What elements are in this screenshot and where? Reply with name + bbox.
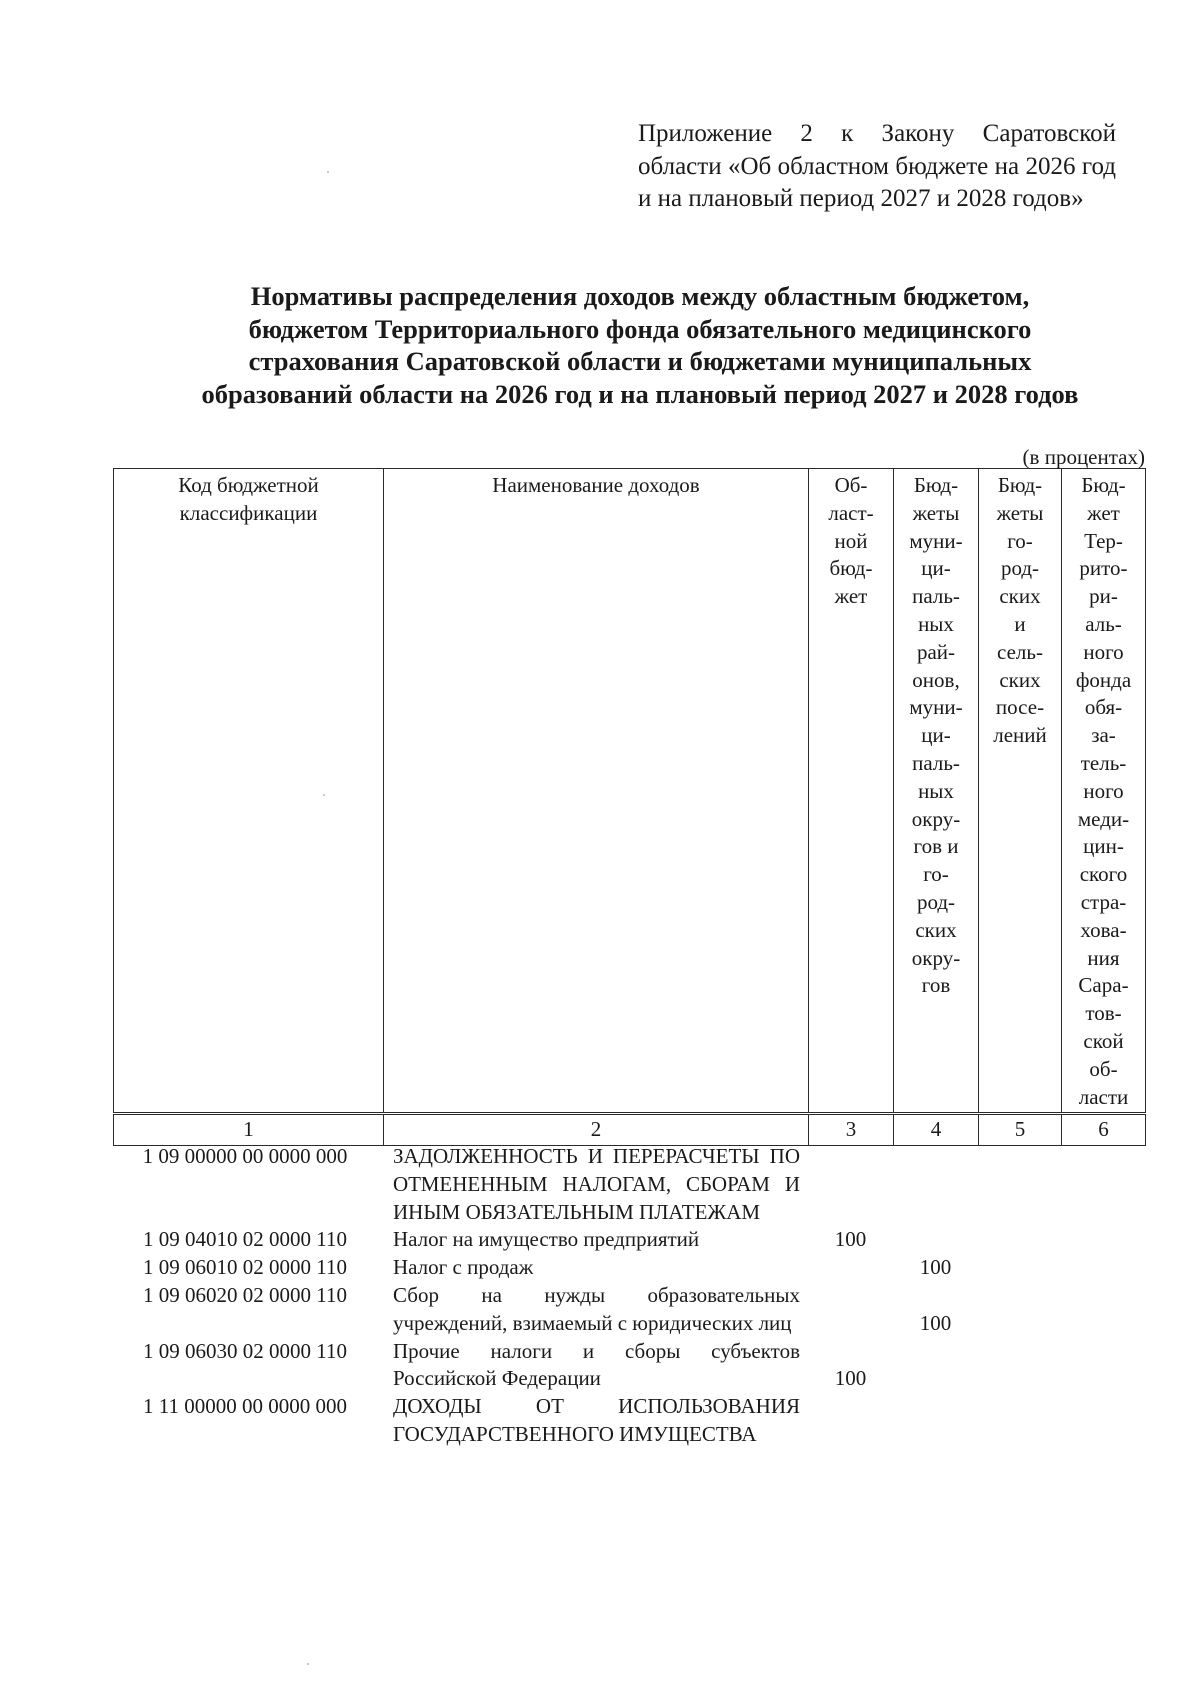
row-value-c4: [893, 1393, 978, 1449]
row-code: 1 09 06020 02 0000 110: [143, 1282, 347, 1307]
col-header-line: жет: [834, 584, 868, 609]
col-header-line: ных: [918, 611, 954, 636]
col-header-line: го-: [923, 862, 949, 887]
row-value-c4: [893, 1143, 978, 1226]
row-value-c6: [1061, 1338, 1145, 1394]
col-header-line: ласти: [1078, 1084, 1129, 1109]
col-header-line: ской: [1083, 1028, 1124, 1053]
table-header: [113, 468, 1146, 1146]
col-header-line: Бюд-: [997, 473, 1043, 497]
row-value-c3: [808, 1254, 893, 1282]
row-value-c5: [978, 1338, 1061, 1394]
col-header-line: паль-: [912, 750, 960, 775]
col-header-line: жеты: [996, 500, 1044, 525]
scan-speck: [327, 171, 329, 173]
col-header-line: аль-: [1085, 611, 1122, 636]
col-header-line: ци-: [921, 723, 951, 748]
col-header-line: фонда: [1075, 667, 1132, 692]
row-value-c6: [1061, 1282, 1145, 1338]
col-header-line: муни-: [909, 695, 963, 720]
title-line: Нормативы распределения доходов между областным бюджетом,: [250, 281, 1030, 311]
col-header-line: лений: [993, 723, 1047, 748]
col-header-line: жеты: [912, 500, 960, 525]
col-header-line: паль-: [912, 584, 960, 609]
col-header-line: окру-: [911, 945, 961, 970]
col-number: 4: [894, 1114, 979, 1146]
col-header-line: рай-: [916, 639, 956, 664]
units-note: (в процентах): [1022, 445, 1145, 469]
title-line: страхования Саратовской области и бюджетами муниципальных: [248, 346, 1032, 376]
appendix-note: Приложение 2 к Закону Саратовской области «Об областном бюджете на 2026 год и на плановый период 2027 и 2028 годов»: [638, 120, 1116, 212]
scan-speck: [323, 794, 325, 796]
table-row: [113, 1393, 1145, 1449]
col-header-line: ских: [915, 917, 957, 942]
col-header-line: тель-: [1080, 750, 1127, 775]
row-value-c3: 100: [834, 1366, 867, 1391]
row-code: 1 11 00000 00 0000 000: [143, 1394, 347, 1419]
row-code: 1 09 06010 02 0000 110: [143, 1255, 347, 1280]
row-value-c3: [808, 1143, 893, 1226]
col-header-line: ния: [1087, 945, 1120, 970]
document-title: [160, 280, 1120, 410]
col-header-line: и: [1014, 611, 1026, 636]
col-header-line: гов: [921, 973, 951, 998]
col-header-line: Бюд-: [913, 473, 959, 497]
col-header-line: ри-: [1089, 584, 1118, 609]
col-header-line: меди-: [1077, 806, 1130, 831]
col-number: 5: [979, 1114, 1062, 1146]
scan-speck: [307, 1663, 309, 1665]
table-body: [113, 1143, 1145, 1449]
col-header-line: об-: [1089, 1056, 1118, 1081]
col-header-line: ци-: [921, 556, 951, 581]
row-name: ЗАДОЛЖЕННОСТЬ И ПЕРЕРАСЧЕТЫ ПО ОТМЕНЕННЫМ НАЛОГАМ, СБОРАМ И ИНЫМ ОБЯЗАТЕЛЬНЫМ ПЛАТЕЖАМ: [393, 1144, 800, 1224]
row-value-c4: 100: [919, 1310, 952, 1335]
col-header-code: Код бюджетной классификации: [114, 469, 384, 1114]
col-header-line: ских: [999, 667, 1041, 692]
row-value-c4: [893, 1226, 978, 1254]
col-header-line: хова-: [1080, 917, 1127, 942]
row-value-c5: [978, 1282, 1061, 1338]
table-row: [113, 1143, 1145, 1226]
col-header-line: Бюд-: [1081, 473, 1126, 497]
table-row: [113, 1226, 1145, 1254]
row-code: 1 09 00000 00 0000 000: [142, 1144, 348, 1168]
col-header-line: за-: [1091, 723, 1116, 748]
col-header-line: цин-: [1083, 834, 1124, 859]
row-value-c6: [1061, 1254, 1145, 1282]
col-header-line: ной: [834, 528, 868, 553]
row-code: 1 09 06030 02 0000 110: [143, 1338, 347, 1363]
col-header-regional-budget: [809, 469, 894, 1114]
row-value-c3: [808, 1393, 893, 1449]
col-header-line: род-: [916, 889, 956, 914]
row-name: Налог с продаж: [393, 1255, 534, 1280]
col-header-line: онов,: [912, 667, 960, 692]
row-name: ДОХОДЫ ОТ ИСПОЛЬЗОВАНИЯ ГОСУДАРСТВЕННОГО ИМУЩЕСТВА: [393, 1394, 800, 1446]
row-value-c5: [978, 1226, 1061, 1254]
title-line: образований области на 2026 год и на плановый период 2027 и 2028 годов: [201, 378, 1079, 409]
col-header-tfoms-budget: [1062, 469, 1146, 1114]
col-header-line: Тер-: [1084, 528, 1123, 553]
col-header-line: муни-: [909, 528, 963, 553]
row-value-c6: [1061, 1226, 1145, 1254]
col-header-line: го-: [1007, 528, 1033, 553]
col-header-line: жет: [1087, 500, 1120, 525]
row-value-c6: [1061, 1143, 1145, 1226]
col-header-name: Наименование доходов: [384, 469, 809, 1114]
col-header-line: Об-: [834, 473, 868, 497]
row-value-c5: [978, 1393, 1061, 1449]
table-row: [113, 1338, 1145, 1394]
col-header-line: гов и: [913, 834, 959, 859]
row-name: Прочие налоги и сборы субъектов Российской Федерации: [393, 1338, 800, 1391]
col-header-line: род-: [1000, 556, 1040, 581]
col-header-line: сель-: [997, 639, 1043, 664]
col-header-line: ского: [1079, 862, 1128, 887]
row-name: Сбор на нужды образовательных учреждений, взимаемый с юридических лиц: [393, 1282, 800, 1335]
col-number: 1: [114, 1114, 384, 1146]
col-header-line: посе-: [995, 695, 1045, 720]
row-value-c3: 100: [834, 1227, 867, 1252]
row-name: Налог на имущество предприятий: [393, 1227, 700, 1252]
col-header-line: ного: [1083, 778, 1124, 803]
col-header-line: ных: [918, 778, 954, 803]
col-header-line: ного: [1083, 639, 1124, 664]
row-value-c6: [1061, 1393, 1145, 1449]
col-header-line: рито-: [1079, 556, 1128, 581]
col-number: 3: [809, 1114, 894, 1146]
col-header-line: тов-: [1085, 1001, 1122, 1026]
row-value-c4: [893, 1338, 978, 1394]
col-header-line: Сара-: [1078, 973, 1129, 998]
col-header-municipal-budgets: [894, 469, 979, 1114]
col-number: 6: [1062, 1114, 1146, 1146]
title-line: бюджетом Территориального фонда обязательного медицинского: [248, 313, 1032, 344]
col-header-line: бюд-: [829, 556, 873, 581]
col-header-line: ласт-: [828, 500, 874, 525]
row-value-c4: 100: [919, 1255, 952, 1280]
col-header-line: обя-: [1084, 695, 1123, 720]
col-header-settlement-budgets: [979, 469, 1062, 1114]
row-value-c5: [978, 1254, 1061, 1282]
col-header-line: окру-: [911, 806, 961, 831]
col-number: 2: [384, 1114, 809, 1146]
col-header-line: стра-: [1080, 889, 1127, 914]
table-row: [113, 1254, 1145, 1282]
row-value-c5: [978, 1143, 1061, 1226]
row-code: 1 09 04010 02 0000 110: [143, 1227, 347, 1252]
col-header-line: ских: [999, 584, 1041, 609]
row-value-c3: [808, 1282, 893, 1338]
table-row: [113, 1282, 1145, 1338]
